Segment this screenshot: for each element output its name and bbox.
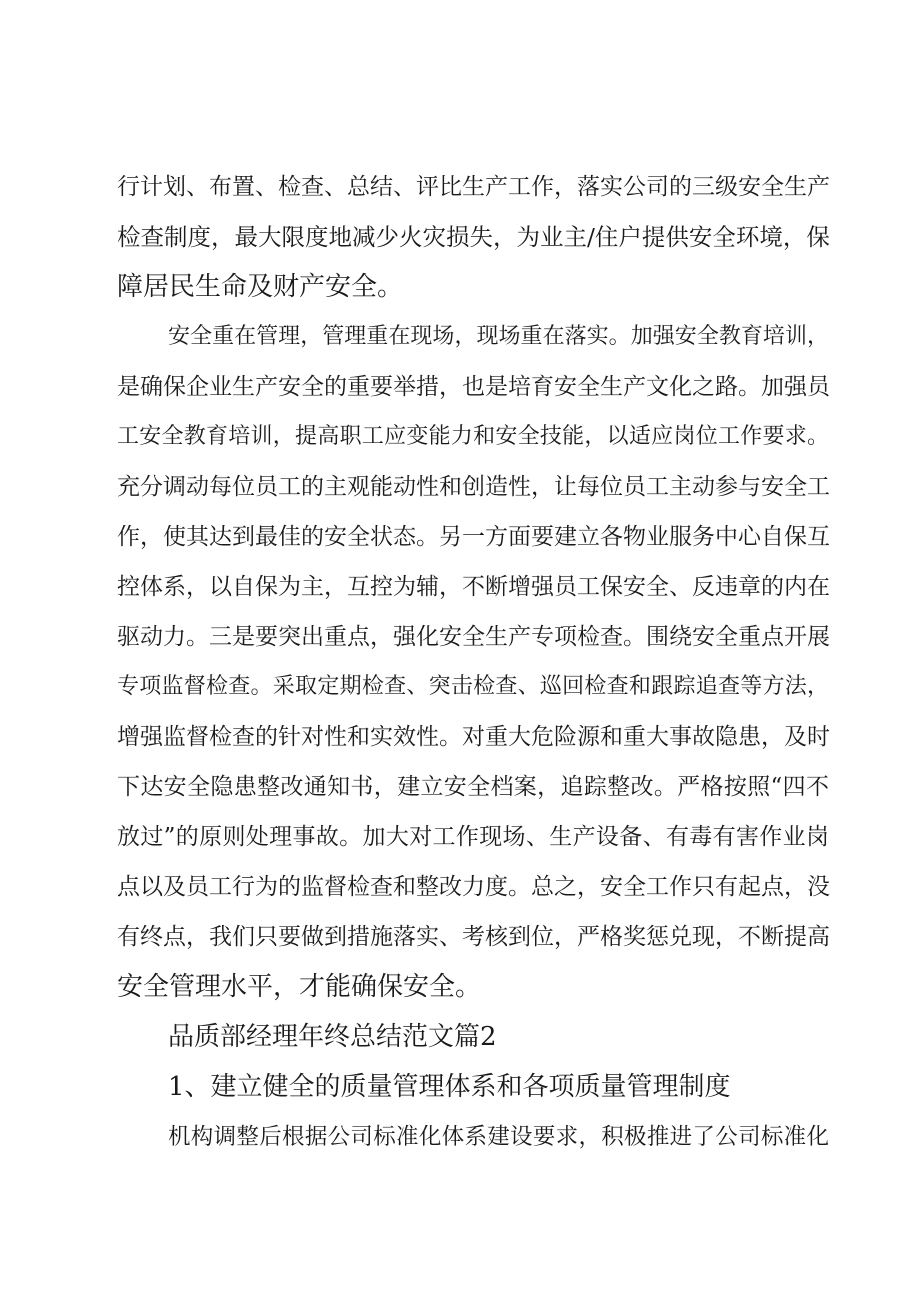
subsection-heading: 1、建立健全的质量管理体系和各项质量管理制度 [168, 1072, 731, 1102]
paragraph-line: 工安全教育培训，提高职工应变能力和安全技能，以适应岗位工作要求。 [117, 424, 829, 449]
paragraph-line: 点以及员工行为的监督检查和整改力度。总之，安全工作只有起点，没 [117, 874, 830, 900]
section-heading: 品质部经理年终总结范文篇2 [168, 1022, 497, 1052]
paragraph-line: 作，使其达到最佳的安全状态。另一方面要建立各物业服务中心自保互 [117, 524, 830, 550]
paragraph-line: 行计划、布置、检查、总结、评比生产工作，落实公司的三级安全生产 [117, 174, 830, 200]
paragraph-line: 专项监督检查。采取定期检查、突击检查、巡回检查和跟踪追查等方法， [117, 674, 829, 699]
paragraph-line: 有终点，我们只要做到措施落实、考核到位，严格奖惩兑现，不断提高 [117, 924, 830, 950]
paragraph-line: 机构调整后根据公司标准化体系建设要求，积极推进了公司标准化 [168, 1124, 829, 1150]
paragraph-line: 增强监督检查的针对性和实效性。对重大危险源和重大事故隐患，及时 [117, 724, 830, 750]
paragraph-line: 障居民生命及财产安全。 [117, 272, 404, 302]
paragraph-line: 驱动力。三是要突出重点，强化安全生产专项检查。围绕安全重点开展 [117, 624, 830, 650]
paragraph-line: 控体系，以自保为主，互控为辅，不断增强员工保安全、反违章的内在 [117, 574, 830, 600]
paragraph-line: 下达安全隐患整改通知书，建立安全档案，追踪整改。严格按照“四不 [117, 774, 829, 800]
paragraph-line: 是确保企业生产安全的重要举措，也是培育安全生产文化之路。加强员 [117, 374, 830, 400]
paragraph-line: 放过”的原则处理事故。加大对工作现场、生产设备、有毒有害作业岗 [117, 824, 829, 850]
paragraph-line: 检查制度，最大限度地减少火灾损失，为业主/住户提供安全环境，保 [117, 223, 830, 251]
paragraph-line: 安全重在管理，管理重在现场，现场重在落实。加强安全教育培训， [168, 324, 829, 349]
paragraph-line: 充分调动每位员工的主观能动性和创造性，让每位员工主动参与安全工 [117, 474, 830, 500]
paragraph-line: 安全管理水平，才能确保安全。 [117, 972, 482, 1002]
